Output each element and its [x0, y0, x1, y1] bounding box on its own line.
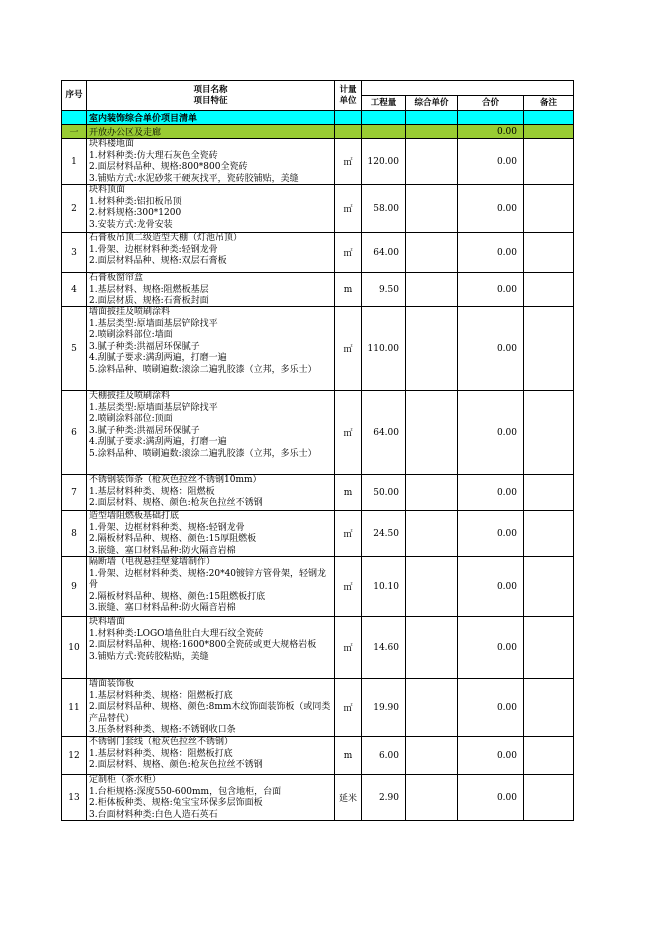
row-unit: ㎡	[335, 307, 362, 391]
row-description	[87, 185, 335, 233]
row-qty: 50.00	[362, 475, 406, 511]
row-qty: 58.00	[362, 185, 406, 233]
row-qty: 19.90	[362, 679, 406, 737]
row-description	[87, 679, 335, 737]
description-box	[87, 617, 334, 678]
group-row	[62, 125, 574, 139]
description-line: 1.骨架、边框材料种类、规格:轻钢龙骨	[89, 522, 245, 533]
description-line: 3.铺贴方式:水泥砂浆干硬灰找平，瓷砖胶铺贴，美缝	[89, 173, 299, 184]
description-line: 1.基层类型:原墙面基层铲除找平	[89, 402, 218, 413]
description-line: 块料墙面	[89, 617, 126, 627]
description-box	[87, 233, 334, 272]
table-row	[62, 737, 574, 775]
header-note: 备注	[524, 96, 574, 111]
row-description	[87, 617, 335, 679]
row-unit-price	[406, 233, 458, 273]
description-line: 2.喷刷涂料部位:顶面	[89, 414, 173, 424]
description-line: 2.隔板材料品种、规格、颜色:15阻燃板打底	[89, 591, 266, 602]
row-total: 0.00	[458, 679, 524, 737]
row-total: 0.00	[458, 307, 524, 391]
description-line: 2.面层材料、规格、颜色:枪灰色拉丝不锈钢	[89, 760, 263, 770]
row-note	[524, 737, 574, 775]
description-line: 1.台柜规格:深度550-600mm，包含地柜，台面	[89, 786, 282, 797]
description-line: 1.材料种类:LOGO墙鱼肚白大理石纹全瓷砖	[89, 628, 264, 639]
description-line: 块料楼地面	[89, 139, 135, 149]
description-line: 石膏板窗帘盒	[89, 273, 144, 283]
row-unit-price	[406, 511, 458, 557]
row-total: 0.00	[458, 511, 524, 557]
header-unit-line2: 单位	[339, 95, 357, 106]
group-no: 一	[62, 125, 87, 139]
row-unit: ㎡	[335, 391, 362, 475]
row-no: 2	[62, 185, 87, 233]
row-no: 13	[62, 775, 87, 821]
table-row	[62, 307, 574, 391]
bill-of-quantities-table	[61, 80, 574, 821]
description-line: 造型墙阻燃板基础打底	[89, 511, 180, 521]
description-line: 1.基层材料种类、规格：阻燃板打底	[89, 748, 233, 759]
description-line: 1.材料种类:仿大理石灰色全瓷砖	[89, 150, 218, 161]
row-total: 0.00	[458, 273, 524, 307]
description-line: 3.安装方式:龙骨安装	[89, 219, 173, 230]
row-note	[524, 511, 574, 557]
table-row	[62, 511, 574, 557]
table-row	[62, 775, 574, 821]
description-line: 不锈钢门套线（枪灰色拉丝不锈钢）	[89, 737, 234, 747]
row-note	[524, 617, 574, 679]
row-qty: 64.00	[362, 233, 406, 273]
description-line: 石膏板吊顶二级造型天棚（灯池吊顶）	[89, 233, 243, 243]
row-unit-price	[406, 679, 458, 737]
description-line: 3.铺贴方式:瓷砖胶粘贴，美缝	[89, 651, 209, 662]
table-row	[62, 557, 574, 617]
row-description	[87, 775, 335, 821]
description-line: 4.刮腻子要求:满刮两遍，打磨一遍	[89, 353, 227, 363]
table-row	[62, 233, 574, 273]
header-name-feature	[87, 81, 335, 111]
row-qty: 14.60	[362, 617, 406, 679]
description-line: 2.面层材料品种、规格:800*800全瓷砖	[89, 162, 248, 172]
row-unit: 延米	[335, 775, 362, 821]
row-total: 0.00	[458, 617, 524, 679]
row-note	[524, 557, 574, 617]
row-total: 0.00	[458, 139, 524, 185]
table-row	[62, 679, 574, 737]
row-note	[524, 391, 574, 475]
description-line: 2.面层材料品种、规格:1600*800全瓷砖或更大规格岩板	[89, 640, 317, 650]
header-qty: 工程量	[362, 96, 406, 111]
row-unit: m	[335, 475, 362, 511]
row-note	[524, 307, 574, 391]
row-unit-price	[406, 273, 458, 307]
description-line: 2.面层材料、规格、颜色:枪灰色拉丝不锈钢	[89, 498, 263, 508]
description-line: 1.基层类型:原墙面基层铲除找平	[89, 318, 218, 329]
row-qty: 10.10	[362, 557, 406, 617]
description-line: 3.压条材料种类、规格:不锈钢收口条	[89, 725, 236, 735]
row-total: 0.00	[458, 475, 524, 511]
row-unit-price	[406, 139, 458, 185]
row-note	[524, 185, 574, 233]
description-line: 5.涂料品种、喷刷遍数:滚涂二遍乳胶漆（立邦，多乐士）	[89, 364, 317, 375]
table-row	[62, 475, 574, 511]
row-unit: ㎡	[335, 233, 362, 273]
description-box	[87, 391, 334, 474]
row-unit-price	[406, 475, 458, 511]
description-line: 3.腻子种类:洪福居环保腻子	[89, 425, 200, 436]
row-total: 0.00	[458, 391, 524, 475]
description-box	[87, 273, 334, 306]
description-line: 3.嵌缝、塞口材料品种:防火隔音岩棉	[89, 545, 236, 556]
table-row	[62, 391, 574, 475]
description-line: 不锈钢装饰条（枪灰色拉丝不锈钢10mm）	[89, 475, 262, 485]
description-line: 2.柜体板种类、规格:兔宝宝环保多层饰面板	[89, 798, 263, 808]
row-qty: 110.00	[362, 307, 406, 391]
header-blank	[362, 81, 574, 96]
description-box	[87, 307, 334, 390]
row-note	[524, 233, 574, 273]
row-note	[524, 679, 574, 737]
table-row	[62, 139, 574, 185]
section-title: 室内装饰综合单价项目清单	[87, 111, 335, 125]
row-unit: m	[335, 273, 362, 307]
description-box	[87, 185, 334, 232]
description-box	[87, 775, 334, 820]
row-description	[87, 233, 335, 273]
header-name: 项目名称	[193, 84, 228, 95]
group-total: 0.00	[458, 125, 524, 139]
table-row	[62, 273, 574, 307]
header-unit	[335, 81, 362, 111]
row-unit-price	[406, 307, 458, 391]
description-line: 墙面披挂及喷刷涂料	[89, 307, 171, 317]
row-description	[87, 557, 335, 617]
row-description	[87, 307, 335, 391]
row-no: 7	[62, 475, 87, 511]
row-unit-price	[406, 391, 458, 475]
description-line: 隔断墙（电视悬挂壁龛墙制作）	[89, 557, 216, 567]
description-box	[87, 679, 334, 736]
description-line: 1.骨架、边框材料种类:轻钢龙骨	[89, 244, 218, 255]
row-no: 6	[62, 391, 87, 475]
row-note	[524, 273, 574, 307]
row-no: 12	[62, 737, 87, 775]
row-description	[87, 139, 335, 185]
header-no: 序号	[62, 81, 87, 111]
row-unit: ㎡	[335, 511, 362, 557]
row-note	[524, 475, 574, 511]
row-no: 10	[62, 617, 87, 679]
row-unit-price	[406, 617, 458, 679]
row-unit: ㎡	[335, 557, 362, 617]
description-line: 块料顶面	[89, 185, 126, 195]
row-description	[87, 273, 335, 307]
row-description	[87, 737, 335, 775]
row-no: 1	[62, 139, 87, 185]
row-unit-price	[406, 185, 458, 233]
row-unit: ㎡	[335, 679, 362, 737]
description-line: 2.面层材质、规格:石膏板封面	[89, 296, 209, 306]
row-unit: ㎡	[335, 139, 362, 185]
description-line: 墙面装饰板	[89, 679, 135, 689]
description-line: 2.面层材料品种、规格:双层石膏板	[89, 256, 227, 266]
row-total: 0.00	[458, 775, 524, 821]
row-qty: 2.90	[362, 775, 406, 821]
row-no: 3	[62, 233, 87, 273]
table-row	[62, 617, 574, 679]
row-description	[87, 391, 335, 475]
row-note	[524, 139, 574, 185]
row-qty: 6.00	[362, 737, 406, 775]
row-no: 9	[62, 557, 87, 617]
description-line: 5.涂料品种、喷刷遍数:滚涂二遍乳胶漆（立邦，多乐士）	[89, 448, 317, 459]
row-description	[87, 511, 335, 557]
row-unit: ㎡	[335, 617, 362, 679]
header-feature: 项目特征	[193, 95, 228, 106]
row-qty: 64.00	[362, 391, 406, 475]
row-total: 0.00	[458, 557, 524, 617]
row-description	[87, 475, 335, 511]
description-line: 1.骨架、边框材料种类、规格:20*40镀锌方管骨架，轻钢龙骨	[89, 568, 327, 590]
header-unit-line1: 计量	[339, 84, 357, 95]
row-no: 8	[62, 511, 87, 557]
row-total: 0.00	[458, 185, 524, 233]
description-line: 1.基层材料、规格:阻燃板基层	[89, 284, 209, 295]
row-unit: ㎡	[335, 185, 362, 233]
section-no	[62, 111, 87, 125]
description-line: 2.隔板材料品种、规格、颜色:15厚阻燃板	[89, 534, 257, 544]
description-line: 2.材料规格:300*1200	[89, 208, 182, 218]
description-box	[87, 557, 334, 616]
description-line: 1.材料种类:铝扣板吊顶	[89, 196, 182, 207]
row-unit-price	[406, 557, 458, 617]
description-box	[87, 737, 334, 774]
row-total: 0.00	[458, 737, 524, 775]
row-unit: m	[335, 737, 362, 775]
description-line: 3.台面材料种类:白色人造石英石	[89, 809, 218, 820]
row-unit-price	[406, 775, 458, 821]
row-no: 4	[62, 273, 87, 307]
row-qty: 120.00	[362, 139, 406, 185]
row-no: 5	[62, 307, 87, 391]
row-qty: 9.50	[362, 273, 406, 307]
description-box	[87, 475, 334, 510]
header-unit-price: 综合单价	[406, 96, 458, 111]
table-row	[62, 185, 574, 233]
description-line: 定制柜（茶水柜）	[89, 775, 162, 785]
description-line: 2.面层材料品种、规格、颜色:8mm木纹饰面装饰板（或同类产品替代）	[89, 702, 331, 724]
section-row	[62, 111, 574, 125]
row-qty: 24.50	[362, 511, 406, 557]
row-no: 11	[62, 679, 87, 737]
row-unit-price	[406, 737, 458, 775]
description-box	[87, 139, 334, 184]
description-line: 3.嵌缝、塞口材料品种:防火隔音岩棉	[89, 603, 236, 613]
description-line: 2.喷刷涂料部位:墙面	[89, 330, 173, 340]
row-note	[524, 775, 574, 821]
description-line: 1.基层材料种类、规格：阻燃板	[89, 486, 215, 497]
row-total: 0.00	[458, 233, 524, 273]
header-total: 合价	[458, 96, 524, 111]
group-name: 开放办公区及走廊	[87, 125, 335, 139]
description-box	[87, 511, 334, 556]
description-line: 4.刮腻子要求:满刮两遍，打磨一遍	[89, 437, 227, 447]
description-line: 1.基层材料种类、规格：阻燃板打底	[89, 690, 233, 701]
description-line: 天棚披挂及喷刷涂料	[89, 391, 171, 401]
description-line: 3.腻子种类:洪福居环保腻子	[89, 341, 200, 352]
